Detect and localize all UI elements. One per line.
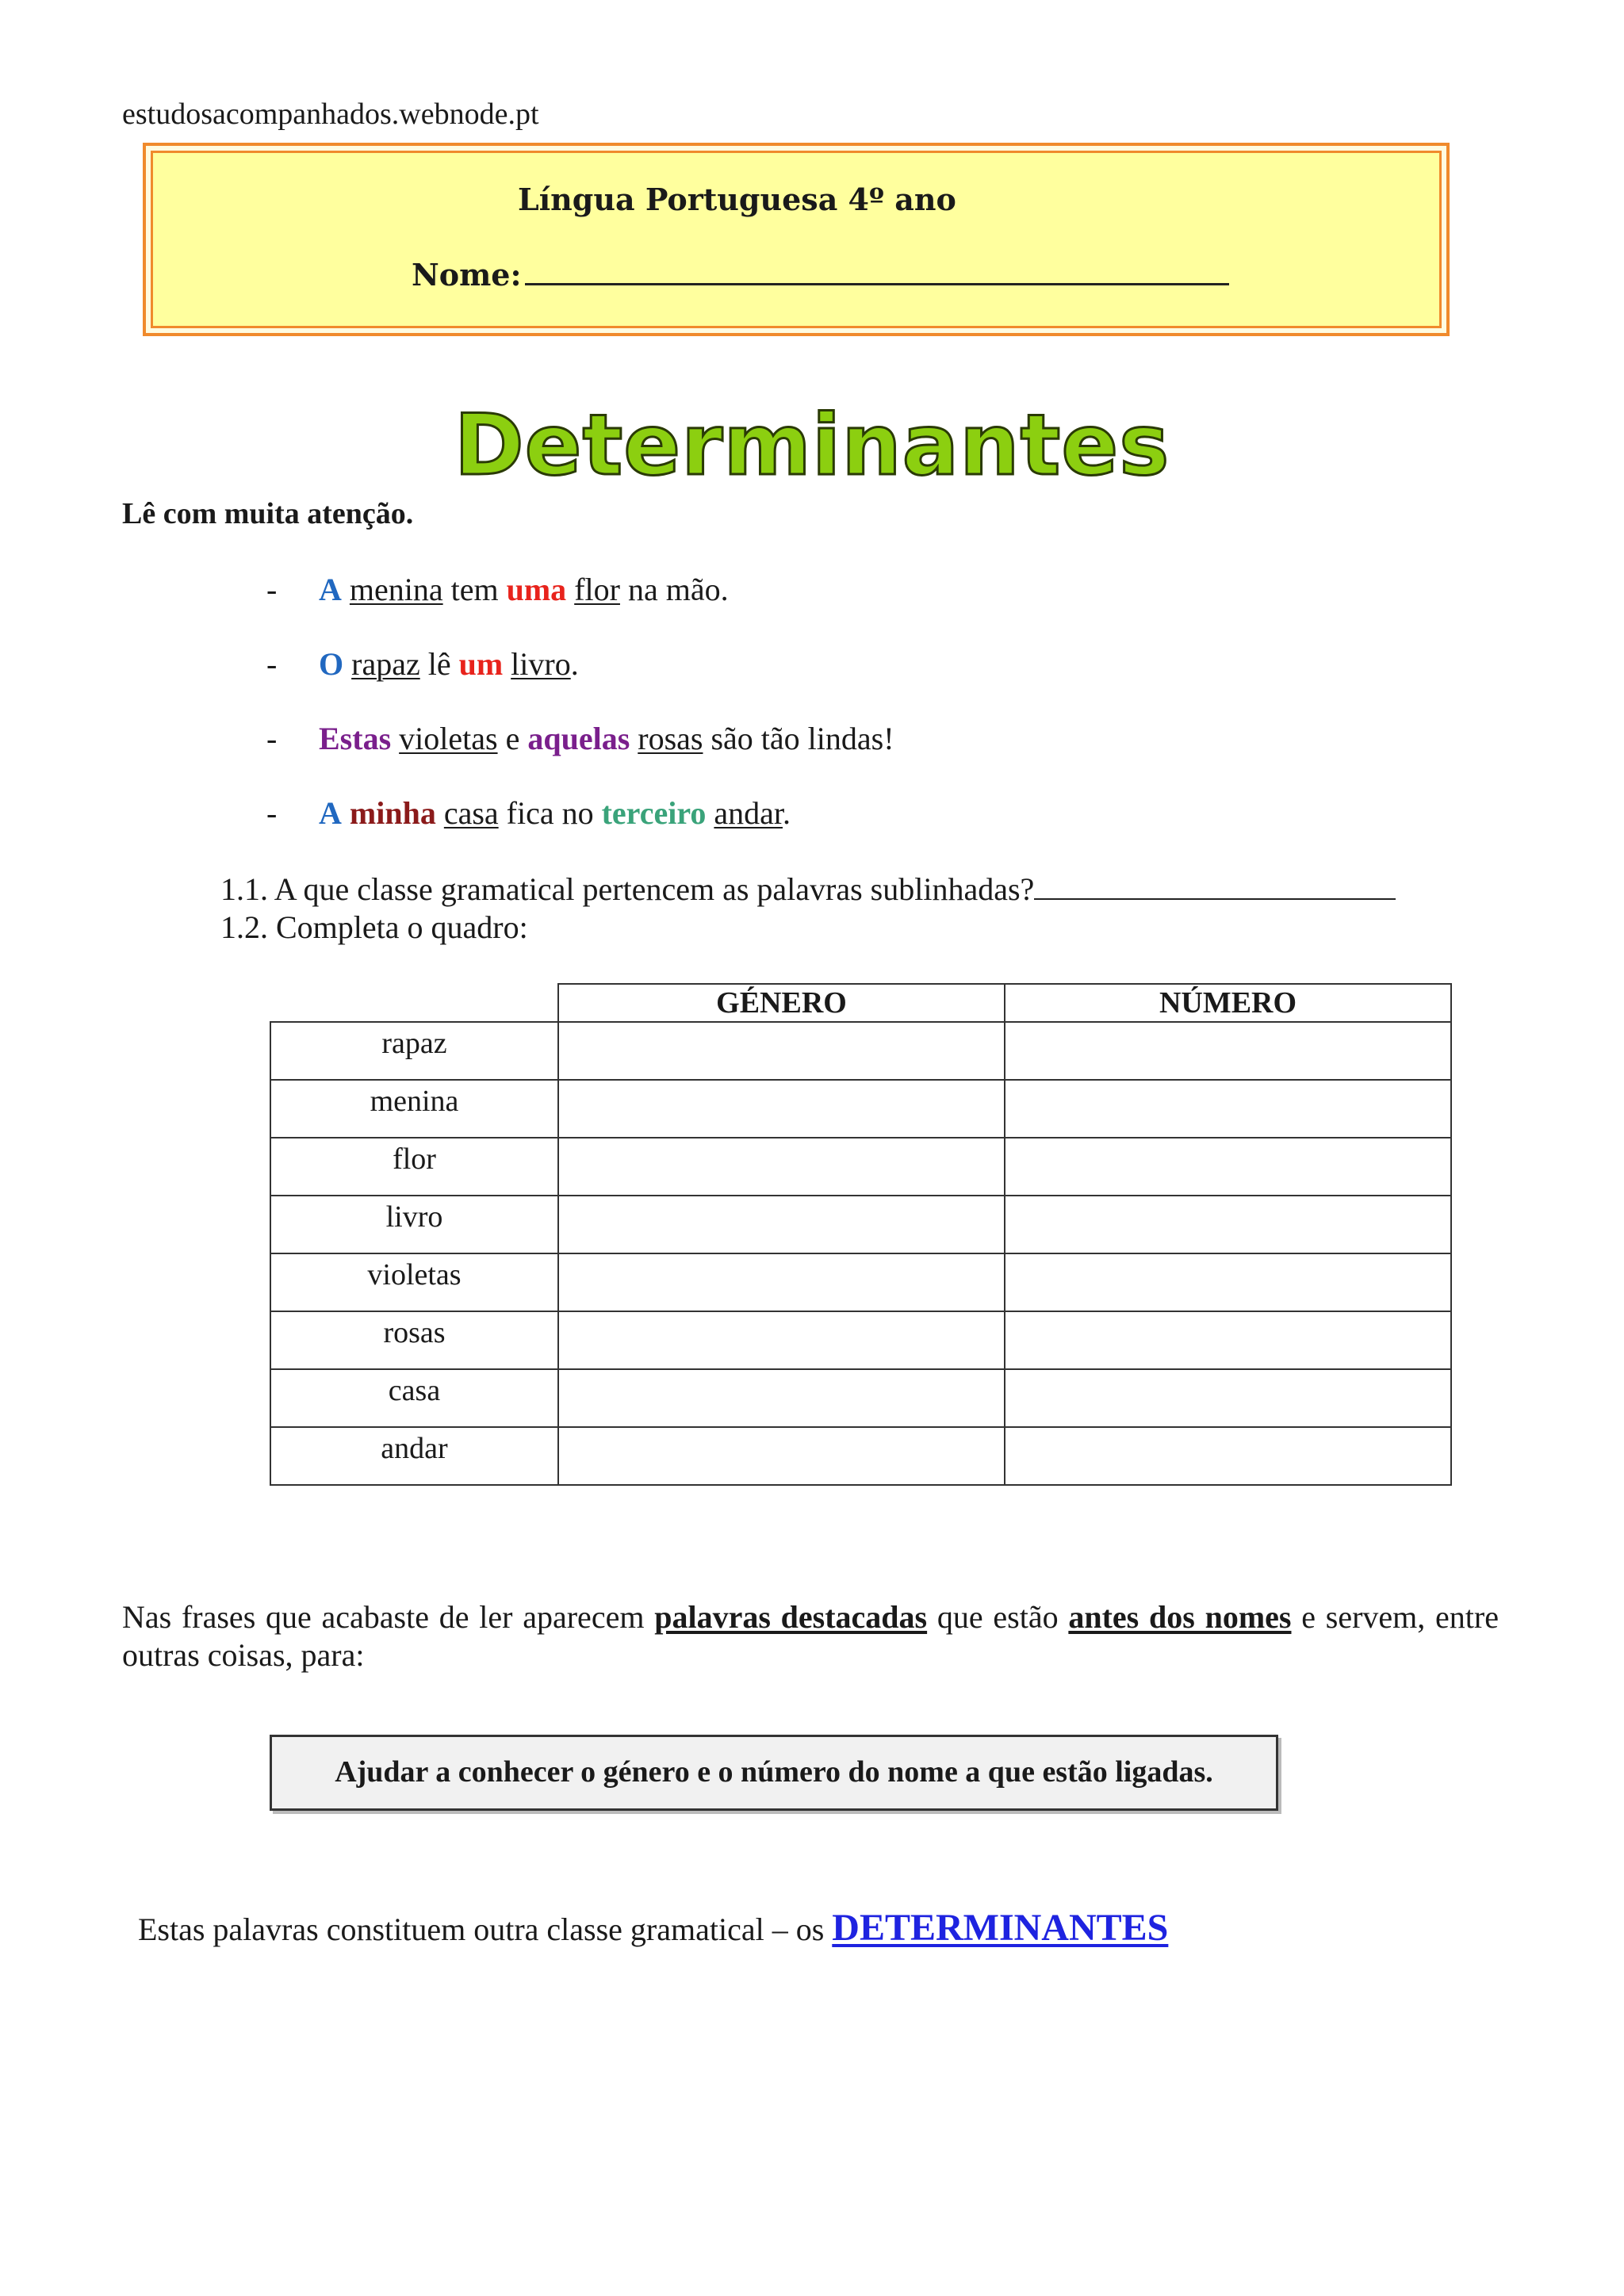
determiner-word: O: [319, 646, 344, 682]
sentence-text: [630, 721, 638, 756]
sentence-text: [342, 572, 350, 607]
sentence-text: [343, 646, 351, 682]
header-numero: NÚMERO: [1005, 984, 1451, 1022]
sentence-text: [706, 795, 714, 831]
numero-answer-cell[interactable]: [1005, 1196, 1451, 1253]
header-genero: GÉNERO: [558, 984, 1005, 1022]
paragraph-text-1: Nas frases que acabaste de ler aparecem: [122, 1599, 655, 1635]
noun-word: menina: [349, 572, 443, 607]
sentence-text: fica no: [498, 795, 602, 831]
sentence-text: na mão.: [619, 572, 729, 607]
bullet-dash: -: [266, 646, 278, 682]
sentence-text: .: [570, 646, 579, 682]
numero-answer-cell[interactable]: [1005, 1080, 1451, 1138]
name-field: [412, 257, 1229, 293]
word-cell: livro: [270, 1196, 558, 1253]
genero-answer-cell[interactable]: [558, 1080, 1005, 1138]
name-label: Nome:: [412, 257, 522, 293]
paragraph-highlight-2: antes dos nomes: [1068, 1599, 1292, 1635]
determiner-word: A: [319, 572, 342, 607]
table-row: [270, 1253, 1451, 1311]
numero-answer-cell[interactable]: [1005, 1138, 1451, 1196]
paragraph-highlight-1: palavras destacadas: [654, 1599, 928, 1635]
explanation-paragraph: [122, 1598, 1499, 1674]
header-box: [143, 143, 1450, 336]
word-cell: menina: [270, 1080, 558, 1138]
sentence-text: [436, 795, 444, 831]
word-cell: rapaz: [270, 1022, 558, 1080]
conclusion-line: [138, 1906, 1168, 1950]
note-box: Ajudar a conhecer o género e o número do nome a que estão ligadas.: [270, 1735, 1278, 1811]
table-row: [270, 1138, 1451, 1196]
word-cell: flor: [270, 1138, 558, 1196]
table-row: [270, 1369, 1451, 1427]
sentence-text: [342, 795, 350, 831]
table-row: [270, 1080, 1451, 1138]
determiner-word: terceiro: [601, 795, 707, 831]
intro-instruction: Lê com muita atenção.: [122, 497, 414, 530]
genero-answer-cell[interactable]: [558, 1427, 1005, 1485]
sentence-text: [391, 721, 399, 756]
noun-word: andar: [714, 795, 783, 831]
determiner-word: A: [319, 795, 342, 831]
word-cell: andar: [270, 1427, 558, 1485]
determiner-word: aquelas: [527, 721, 630, 756]
gender-number-table: [270, 983, 1452, 1486]
sentence-3: [319, 720, 894, 757]
noun-word: livro: [511, 646, 571, 682]
noun-word: rapaz: [351, 646, 420, 682]
numero-answer-cell[interactable]: [1005, 1369, 1451, 1427]
noun-word: rosas: [638, 721, 703, 756]
table-row: [270, 1196, 1451, 1253]
genero-answer-cell[interactable]: [558, 1253, 1005, 1311]
word-cell: violetas: [270, 1253, 558, 1311]
genero-answer-cell[interactable]: [558, 1311, 1005, 1369]
sentence-text: [566, 572, 574, 607]
genero-answer-cell[interactable]: [558, 1196, 1005, 1253]
noun-word: violetas: [399, 721, 498, 756]
subject-heading: Língua Portuguesa 4º ano: [518, 182, 956, 217]
sentence-text: são tão lindas!: [703, 721, 894, 756]
sentence-text: [503, 646, 511, 682]
paragraph-text-2: que estão: [927, 1599, 1069, 1635]
answer-blank-line: [1034, 873, 1396, 900]
conclusion-text: Estas palavras constituem outra classe gramatical – os: [138, 1911, 833, 1947]
page-title-wrap: [0, 396, 1624, 494]
table-corner-cell: [270, 984, 558, 1022]
table-header-row: [270, 984, 1451, 1022]
numero-answer-cell[interactable]: [1005, 1253, 1451, 1311]
sentence-text: .: [783, 795, 791, 831]
determiner-word: um: [458, 646, 504, 682]
sentence-text: lê: [419, 646, 459, 682]
sentence-2: [319, 645, 579, 683]
word-cell: casa: [270, 1369, 558, 1427]
table-body: [270, 1022, 1451, 1485]
question-2: 1.2. Completa o quadro:: [220, 909, 528, 945]
genero-answer-cell[interactable]: [558, 1369, 1005, 1427]
site-url: estudosacompanhados.webnode.pt: [122, 98, 539, 131]
determiner-word: Estas: [319, 721, 392, 756]
noun-word: casa: [443, 795, 499, 831]
table-row: [270, 1022, 1451, 1080]
sentence-1: [319, 571, 729, 608]
sentence-text: e: [497, 721, 528, 756]
genero-answer-cell[interactable]: [558, 1022, 1005, 1080]
bullet-dash: -: [266, 795, 278, 831]
determiner-word: uma: [506, 572, 567, 607]
table-row: [270, 1311, 1451, 1369]
numero-answer-cell[interactable]: [1005, 1427, 1451, 1485]
noun-word: flor: [574, 572, 620, 607]
sentence-text: tem: [442, 572, 507, 607]
table-row: [270, 1427, 1451, 1485]
bullet-dash: -: [266, 721, 278, 756]
paragraph-text-3: e servem, entre outras coisas, para:: [122, 1599, 1499, 1673]
determiner-word: minha: [349, 795, 436, 831]
question-1: [220, 871, 1396, 908]
numero-answer-cell[interactable]: [1005, 1311, 1451, 1369]
numero-answer-cell[interactable]: [1005, 1022, 1451, 1080]
sentence-4: [319, 794, 791, 832]
name-blank-line: [525, 259, 1229, 285]
header-inner: [151, 151, 1442, 328]
conclusion-highlight: DETERMINANTES: [832, 1907, 1169, 1949]
question-1-text: 1.1. A que classe gramatical pertencem as palavras sublinhadas?: [220, 871, 1035, 907]
bullet-dash: -: [266, 572, 278, 607]
genero-answer-cell[interactable]: [558, 1138, 1005, 1196]
page-title: Determinantes: [454, 396, 1170, 494]
word-cell: rosas: [270, 1311, 558, 1369]
